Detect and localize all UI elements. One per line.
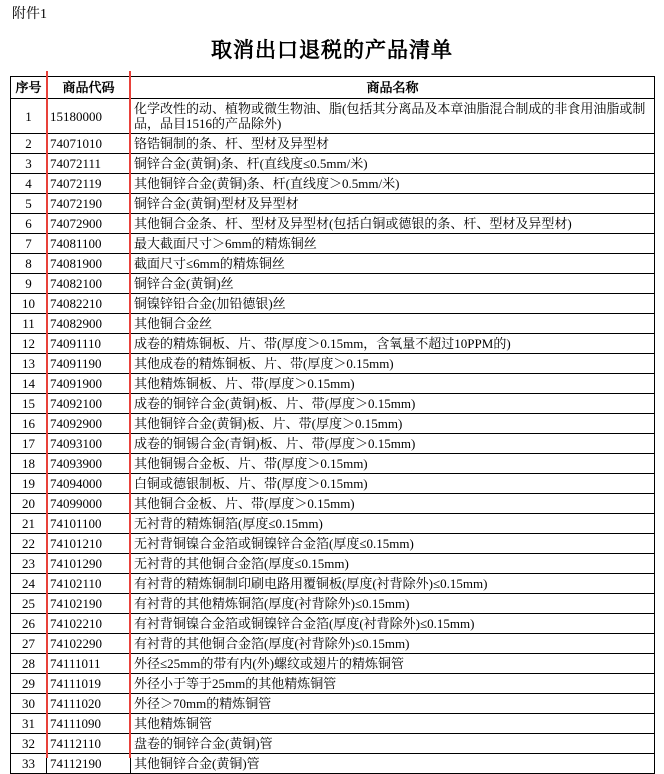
table-row <box>11 594 655 614</box>
table-row <box>11 274 655 294</box>
table-row <box>11 99 655 134</box>
table-row <box>11 154 655 174</box>
cell-product-code: 15180000 <box>47 99 131 134</box>
cell-product-code: 74111019 <box>47 674 131 694</box>
cell-product-name: 有衬背铜镍合金箔或铜镍锌合金箔(厚度(衬背除外)≤0.15mm) <box>131 614 655 634</box>
cell-product-name: 铜镍锌铅合金(加铅德银)丝 <box>131 294 655 314</box>
table-row <box>11 234 655 254</box>
table-row <box>11 414 655 434</box>
cell-product-name: 成卷的铜锌合金(黄铜)板、片、带(厚度＞0.15mm) <box>131 394 655 414</box>
cell-product-code: 74071010 <box>47 134 131 154</box>
cell-seq: 10 <box>11 294 47 314</box>
table-row <box>11 514 655 534</box>
cell-product-code: 74091190 <box>47 354 131 374</box>
cell-product-name: 铬锆铜制的条、杆、型材及异型材 <box>131 134 655 154</box>
table-row <box>11 534 655 554</box>
cell-product-code: 74101290 <box>47 554 131 574</box>
cell-seq: 5 <box>11 194 47 214</box>
cell-product-code: 74082210 <box>47 294 131 314</box>
cell-seq: 3 <box>11 154 47 174</box>
page-title: 取消出口退税的产品清单 <box>211 38 453 62</box>
cell-product-name: 成卷的精炼铜板、片、带(厚度＞0.15mm，含氧量不超过10PPM的) <box>131 334 655 354</box>
cell-seq: 30 <box>11 694 47 714</box>
cell-product-code: 74082900 <box>47 314 131 334</box>
cell-product-code: 74082100 <box>47 274 131 294</box>
cell-seq: 13 <box>11 354 47 374</box>
cell-seq: 32 <box>11 734 47 754</box>
cell-product-name: 外径小于等于25mm的其他精炼铜管 <box>131 674 655 694</box>
cell-seq: 18 <box>11 454 47 474</box>
cell-seq: 15 <box>11 394 47 414</box>
cell-product-code: 74081900 <box>47 254 131 274</box>
cell-product-name: 其他成卷的精炼铜板、片、带(厚度＞0.15mm) <box>131 354 655 374</box>
cell-product-name: 盘卷的铜锌合金(黄铜)管 <box>131 734 655 754</box>
cell-seq: 6 <box>11 214 47 234</box>
table-row <box>11 734 655 754</box>
cell-seq: 9 <box>11 274 47 294</box>
attachment-label: 附件1 <box>12 7 47 22</box>
table-row <box>11 254 655 274</box>
table-row <box>11 194 655 214</box>
cell-product-name: 其他铜合金板、片、带(厚度＞0.15mm) <box>131 494 655 514</box>
cell-product-name: 截面尺寸≤6mm的精炼铜丝 <box>131 254 655 274</box>
cell-product-code: 74102290 <box>47 634 131 654</box>
cell-product-name: 有衬背的精炼铜制印刷电路用覆铜板(厚度(衬背除外)≤0.15mm) <box>131 574 655 594</box>
cell-product-name: 无衬背的精炼铜箔(厚度≤0.15mm) <box>131 514 655 534</box>
cell-seq: 29 <box>11 674 47 694</box>
cell-product-code: 74072900 <box>47 214 131 234</box>
cell-product-name: 有衬背的其他铜合金箔(厚度(衬背除外)≤0.15mm) <box>131 634 655 654</box>
cell-seq: 8 <box>11 254 47 274</box>
table-row <box>11 394 655 414</box>
table-row <box>11 314 655 334</box>
cell-product-name: 铜锌合金(黄铜)丝 <box>131 274 655 294</box>
table-row <box>11 554 655 574</box>
cell-product-code: 74111011 <box>47 654 131 674</box>
cell-product-name: 最大截面尺寸＞6mm的精炼铜丝 <box>131 234 655 254</box>
cell-seq: 16 <box>11 414 47 434</box>
cell-product-code: 74094000 <box>47 474 131 494</box>
cell-seq: 20 <box>11 494 47 514</box>
cell-product-name: 无衬背的其他铜合金箔(厚度≤0.15mm) <box>131 554 655 574</box>
cell-product-name: 其他精炼铜板、片、带(厚度＞0.15mm) <box>131 374 655 394</box>
cell-product-name: 其他精炼铜管 <box>131 714 655 734</box>
cell-seq: 28 <box>11 654 47 674</box>
cell-product-code: 74081100 <box>47 234 131 254</box>
cell-product-code: 74091900 <box>47 374 131 394</box>
cell-seq: 11 <box>11 314 47 334</box>
cell-product-name: 化学改性的动、植物或微生物油、脂(包括其分离品及本章油脂混合制成的非食用油脂或制品，品目1516的产品除外) <box>131 99 655 134</box>
cell-seq: 14 <box>11 374 47 394</box>
cell-product-name: 铜锌合金(黄铜)型材及异型材 <box>131 194 655 214</box>
cell-product-code: 74093100 <box>47 434 131 454</box>
table-body <box>11 99 655 774</box>
cell-product-code: 74091110 <box>47 334 131 354</box>
cell-product-name: 无衬背铜镍合金箔或铜镍锌合金箔(厚度≤0.15mm) <box>131 534 655 554</box>
table-row <box>11 134 655 154</box>
cell-product-name: 铜锌合金(黄铜)条、杆(直线度≤0.5mm/米) <box>131 154 655 174</box>
table-row <box>11 634 655 654</box>
cell-product-code: 74092900 <box>47 414 131 434</box>
table-row <box>11 374 655 394</box>
cell-seq: 31 <box>11 714 47 734</box>
table-row <box>11 334 655 354</box>
cell-product-code: 74111090 <box>47 714 131 734</box>
cell-seq: 25 <box>11 594 47 614</box>
cell-product-name: 其他铜锌合金(黄铜)管 <box>131 754 655 774</box>
cell-product-code: 74072190 <box>47 194 131 214</box>
table-row <box>11 654 655 674</box>
cell-product-code: 74102110 <box>47 574 131 594</box>
table-row <box>11 294 655 314</box>
code-column-right-marker <box>129 71 131 758</box>
cell-product-code: 74112110 <box>47 734 131 754</box>
table-row <box>11 714 655 734</box>
cell-product-code: 74093900 <box>47 454 131 474</box>
table-row <box>11 754 655 774</box>
cell-seq: 21 <box>11 514 47 534</box>
cell-seq: 26 <box>11 614 47 634</box>
cell-seq: 12 <box>11 334 47 354</box>
column-header-seq: 序号 <box>11 77 47 99</box>
table-row <box>11 354 655 374</box>
table-row <box>11 614 655 634</box>
cell-product-code: 74092100 <box>47 394 131 414</box>
cell-product-name: 成卷的铜锡合金(青铜)板、片、带(厚度＞0.15mm) <box>131 434 655 454</box>
cell-product-code: 74101210 <box>47 534 131 554</box>
cell-product-code: 74112190 <box>47 754 131 774</box>
cell-seq: 17 <box>11 434 47 454</box>
product-list-table <box>10 76 655 774</box>
table-row <box>11 474 655 494</box>
cell-seq: 4 <box>11 174 47 194</box>
cell-product-name: 其他铜锌合金(黄铜)板、片、带(厚度＞0.15mm) <box>131 414 655 434</box>
cell-product-code: 74101100 <box>47 514 131 534</box>
cell-seq: 22 <box>11 534 47 554</box>
cell-seq: 24 <box>11 574 47 594</box>
cell-seq: 7 <box>11 234 47 254</box>
cell-product-code: 74099000 <box>47 494 131 514</box>
table-row <box>11 574 655 594</box>
cell-product-name: 其他铜锡合金板、片、带(厚度＞0.15mm) <box>131 454 655 474</box>
table-row <box>11 694 655 714</box>
table-row <box>11 674 655 694</box>
cell-product-name: 其他铜锌合金(黄铜)条、杆(直线度＞0.5mm/米) <box>131 174 655 194</box>
cell-product-code: 74072119 <box>47 174 131 194</box>
table-row <box>11 174 655 194</box>
cell-product-name: 有衬背的其他精炼铜箔(厚度(衬背除外)≤0.15mm) <box>131 594 655 614</box>
cell-product-code: 74102190 <box>47 594 131 614</box>
cell-product-code: 74072111 <box>47 154 131 174</box>
column-header-code: 商品代码 <box>47 77 131 99</box>
table-row <box>11 214 655 234</box>
code-column-left-marker <box>46 71 48 758</box>
cell-seq: 2 <box>11 134 47 154</box>
cell-product-name: 外径≤25mm的带有内(外)螺纹或翅片的精炼铜管 <box>131 654 655 674</box>
table-header-row <box>11 77 655 99</box>
cell-seq: 27 <box>11 634 47 654</box>
cell-product-code: 74102210 <box>47 614 131 634</box>
cell-product-name: 其他铜合金条、杆、型材及异型材(包括白铜或德银的条、杆、型材及异型材) <box>131 214 655 234</box>
table-row <box>11 454 655 474</box>
table-row <box>11 434 655 454</box>
cell-seq: 1 <box>11 99 47 134</box>
column-header-name: 商品名称 <box>131 77 655 99</box>
cell-product-code: 74111020 <box>47 694 131 714</box>
cell-seq: 33 <box>11 754 47 774</box>
cell-product-name: 白铜或德银制板、片、带(厚度＞0.15mm) <box>131 474 655 494</box>
table-row <box>11 494 655 514</box>
cell-seq: 23 <box>11 554 47 574</box>
cell-product-name: 外径＞70mm的精炼铜管 <box>131 694 655 714</box>
cell-product-name: 其他铜合金丝 <box>131 314 655 334</box>
cell-seq: 19 <box>11 474 47 494</box>
